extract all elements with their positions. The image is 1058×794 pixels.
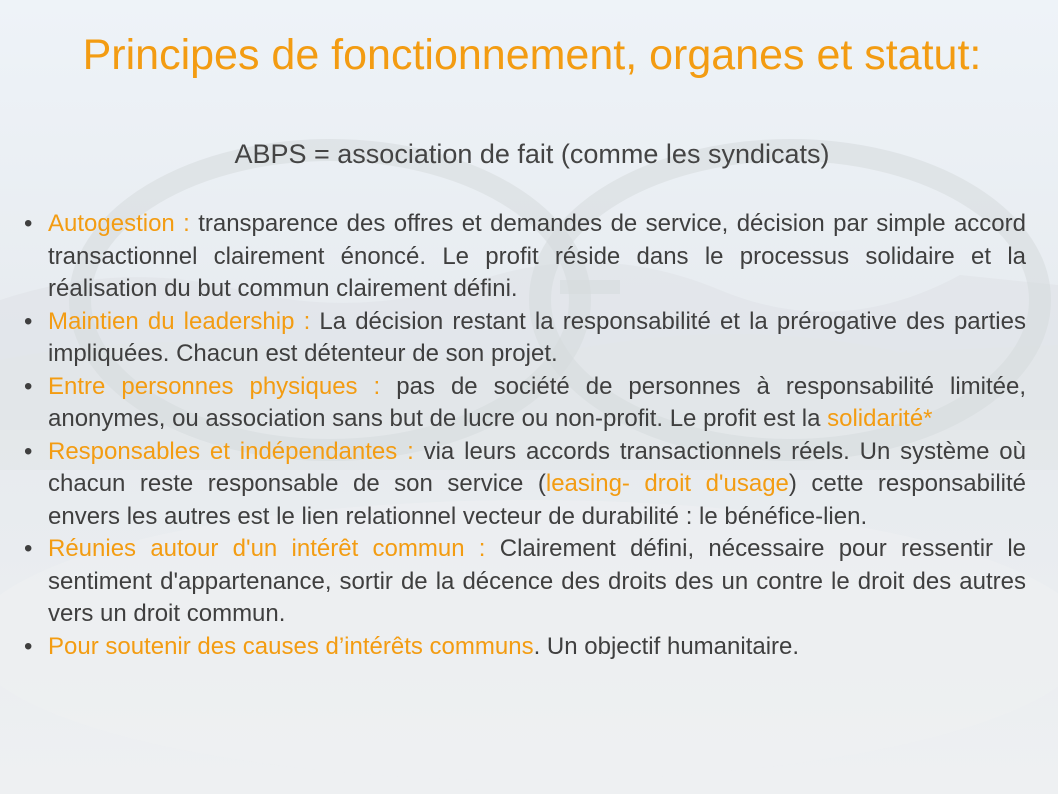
bullet-text: via leurs accords transactionnels réels. Un système où chacun reste responsable de son service ( <box>48 437 1027 497</box>
bullet-item-responsables <box>22 436 1026 534</box>
bullet-highlight: leasing- droit d'usage <box>545 470 789 497</box>
bullet-list <box>22 208 1026 663</box>
slide-subtitle: ABPS = association de fait (comme les syndicats) <box>234 139 830 169</box>
bullet-text: . Un objectif humanitaire. <box>533 632 800 660</box>
bullet-dot-icon: • <box>24 535 33 562</box>
bullet-highlight: solidarité* <box>827 405 933 432</box>
bullet-lead: Entre personnes physiques : <box>48 372 381 400</box>
bullet-text: pas de société de personnes à responsabilité limitée, anonymes, ou association sans but de lucre ou non-profit. Le profit est la <box>48 372 1027 432</box>
slide-title: Principes de fonctionnement, organes et statut: <box>82 31 982 79</box>
bullet-text: Clairement défini, nécessaire pour ressentir le sentiment d'appartenance, sortir de la décence des droits des un contre le droit des autres vers un droit commun. <box>48 535 1026 627</box>
bullet-text: La décision restant la responsabilité et la prérogative des parties impliquées. Chacun est détenteur de son projet. <box>48 307 1026 367</box>
bullet-item-personnes-physiques <box>22 371 1026 436</box>
bullet-dot-icon: • <box>24 372 33 400</box>
bullet-lead: Maintien du leadership : <box>48 307 311 335</box>
bullet-dot-icon: • <box>24 307 33 335</box>
bullet-lead: Réunies autour d'un intérêt commun : <box>48 535 486 562</box>
bullet-lead: Responsables et indépendantes : <box>48 437 414 465</box>
bullet-dot-icon: • <box>24 210 33 237</box>
bullet-dot-icon: • <box>24 632 33 660</box>
bullet-item-interet-commun <box>22 533 1026 631</box>
bullet-lead: Autogestion : <box>48 210 190 237</box>
bullet-text: transparence des offres et demandes de service, décision par simple accord transactionnel clairement énoncé. Le profit réside dans le processus solidaire et la réalisation du but commun clairement défini. <box>48 210 1026 302</box>
bullet-item-leadership <box>22 306 1026 371</box>
bullet-dot-icon: • <box>24 437 33 465</box>
bullet-item-causes <box>22 631 1026 664</box>
bullet-lead: Pour soutenir des causes d’intérêts communs <box>48 632 534 660</box>
bullet-item-autogestion <box>22 208 1026 306</box>
bullet-tail: ) cette responsabilité envers les autres est le lien relationnel vecteur de durabilité : le bénéfice-lien. <box>48 470 1027 530</box>
